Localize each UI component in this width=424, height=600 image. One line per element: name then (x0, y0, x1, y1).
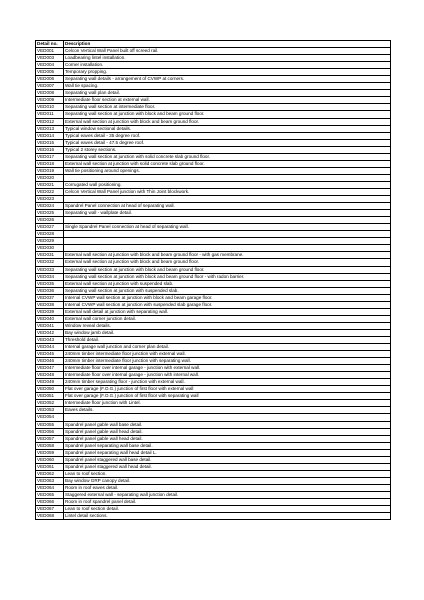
table-row (36, 372, 391, 379)
description-cell (64, 217, 391, 224)
detail-number-cell: VED063 (36, 477, 64, 484)
description-cell: Room in roof spandrel panel detail. (64, 499, 391, 506)
table-row (36, 492, 391, 499)
description-cell: 240mm timber intermediate floor junction with separating wall. (64, 358, 391, 365)
description-cell: Separating wall section at junction with block and beam ground floor. (64, 111, 391, 118)
description-cell: External wall section at junction with suspended slab. (64, 280, 391, 287)
detail-number-cell: VED067 (36, 506, 64, 513)
description-cell: Spandrel Panel connection at head of separating wall. (64, 203, 391, 210)
detail-number-cell: VED062 (36, 470, 64, 477)
description-cell: Single Spandrel Panel connection at head of separating wall. (64, 224, 391, 231)
detail-number-cell: VED036 (36, 287, 64, 294)
description-cell: 240mm timber intermediate floor junction with external wall. (64, 351, 391, 358)
table-row (36, 83, 391, 90)
description-cell (64, 245, 391, 252)
detail-number-cell: VED049 (36, 379, 64, 386)
description-cell: Flat over garage (F.O.G.) junction of first floor with external wall (64, 386, 391, 393)
description-cell: Corrugated wall positioning. (64, 181, 391, 188)
detail-number-cell: VED025 (36, 210, 64, 217)
description-cell: Loadbearing lintel installation. (64, 55, 391, 62)
detail-number-cell: VED010 (36, 104, 64, 111)
description-cell: Internal garage wall junction and corner plan detail. (64, 344, 391, 351)
description-cell (64, 238, 391, 245)
table-row (36, 111, 391, 118)
header-detail-no: Detail no. (36, 41, 64, 48)
table-row (36, 435, 391, 442)
description-cell: External wall section at junction with solid concrete slab ground floor. (64, 160, 391, 167)
detail-number-cell: VED015 (36, 139, 64, 146)
table-row (36, 506, 391, 513)
detail-number-cell: VED059 (36, 449, 64, 456)
description-cell: External wall section at junction with block and beam ground floor. (64, 259, 391, 266)
table-row (36, 174, 391, 181)
detail-number-cell: VED052 (36, 400, 64, 407)
detail-number-cell: VED005 (36, 69, 64, 76)
description-cell: Separating wall section at junction with block and beam ground floor. (64, 266, 391, 273)
detail-number-cell: VED028 (36, 231, 64, 238)
detail-number-cell: VED009 (36, 97, 64, 104)
table-row (36, 351, 391, 358)
detail-number-cell: VED017 (36, 153, 64, 160)
table-row (36, 513, 391, 520)
description-cell: Threshold detail. (64, 336, 391, 343)
detail-number-cell: VED045 (36, 351, 64, 358)
description-cell: Intermediate floor over internal garage - junction with external wall. (64, 365, 391, 372)
table-row (36, 393, 391, 400)
table-row (36, 273, 391, 280)
description-cell: Typical window sectional details. (64, 125, 391, 132)
detail-number-cell: VED013 (36, 125, 64, 132)
detail-number-cell: VED014 (36, 132, 64, 139)
description-cell: Separating wall details - arrangement of CVWP at corners. (64, 76, 391, 83)
description-cell: Window reveal details. (64, 322, 391, 329)
description-cell: Wall tie positioning around openings. (64, 167, 391, 174)
description-cell: Spandrel panel gable wall base detail. (64, 421, 391, 428)
detail-number-cell: VED060 (36, 456, 64, 463)
table-row (36, 62, 391, 69)
table-row (36, 125, 391, 132)
detail-number-cell: VED053 (36, 407, 64, 414)
table-row (36, 287, 391, 294)
table-row (36, 210, 391, 217)
table-row (36, 132, 391, 139)
description-cell (64, 231, 391, 238)
description-cell: Staggered external wall - separating wall junction detail. (64, 492, 391, 499)
table-row (36, 365, 391, 372)
table-row (36, 160, 391, 167)
description-cell: Typical eaves detail - 47.5 degree roof. (64, 139, 391, 146)
table-row (36, 97, 391, 104)
description-cell: External wall section at junction with block and beam ground floor - with gas membrane. (64, 252, 391, 259)
table-row (36, 442, 391, 449)
detail-number-cell: VED006 (36, 76, 64, 83)
table-row (36, 217, 391, 224)
description-cell: Separating wall section at junction with block and beam ground floor - with radon barrier. (64, 273, 391, 280)
detail-number-cell: VED021 (36, 181, 64, 188)
detail-number-cell: VED054 (36, 414, 64, 421)
table-row (36, 358, 391, 365)
table-row (36, 463, 391, 470)
description-cell: Intermediate floor junction with Lintel. (64, 400, 391, 407)
description-cell: Internal CVWP wall section at junction with suspended slab garage floor. (64, 301, 391, 308)
table-row (36, 76, 391, 83)
detail-number-cell: VED001 (36, 48, 64, 55)
detail-number-cell: VED035 (36, 280, 64, 287)
description-cell: Spandrel panel separating wall base detail. (64, 442, 391, 449)
detail-number-cell: VED031 (36, 252, 64, 259)
table-row (36, 470, 391, 477)
table-row (36, 280, 391, 287)
detail-number-cell: VED023 (36, 196, 64, 203)
description-cell: Separating wall - wallplate detail. (64, 210, 391, 217)
description-cell: Typical 2 storey sections. (64, 146, 391, 153)
table-row (36, 428, 391, 435)
detail-number-cell: VED024 (36, 203, 64, 210)
table-row (36, 118, 391, 125)
description-cell: Spandrel panel staggered wall head detail. (64, 463, 391, 470)
table-row (36, 322, 391, 329)
description-cell: Spandrel panel separating wall head detail L. (64, 449, 391, 456)
detail-number-cell: VED046 (36, 358, 64, 365)
description-cell: Bay window GRP canopy detail. (64, 477, 391, 484)
description-cell: Celcon Vertical Wall Panel built off screed rail. (64, 48, 391, 55)
table-row (36, 315, 391, 322)
detail-number-cell: VED047 (36, 365, 64, 372)
detail-number-cell: VED061 (36, 463, 64, 470)
table-row (36, 238, 391, 245)
description-cell: Temporary propping. (64, 69, 391, 76)
detail-number-cell: VED057 (36, 435, 64, 442)
table-row (36, 414, 391, 421)
table-row (36, 167, 391, 174)
description-cell: Internal CVWP wall section at junction with block and beam garage floor. (64, 294, 391, 301)
detail-number-cell: VED026 (36, 217, 64, 224)
table-row (36, 484, 391, 491)
description-cell: Lintel detail sections. (64, 513, 391, 520)
detail-number-cell: VED040 (36, 315, 64, 322)
table-row (36, 499, 391, 506)
description-cell: Eaves details. (64, 407, 391, 414)
detail-number-cell: VED058 (36, 442, 64, 449)
detail-number-cell: VED019 (36, 167, 64, 174)
description-cell (64, 174, 391, 181)
description-cell: Corner installation. (64, 62, 391, 69)
table-row (36, 203, 391, 210)
detail-number-cell: VED033 (36, 266, 64, 273)
description-cell: External wall section at junction with block and beam ground floor. (64, 118, 391, 125)
description-cell: Spandrel panel staggered wall base detail. (64, 456, 391, 463)
table-row (36, 407, 391, 414)
table-row (36, 231, 391, 238)
detail-number-cell: VED056 (36, 428, 64, 435)
table-row (36, 259, 391, 266)
detail-number-cell: VED065 (36, 492, 64, 499)
detail-number-cell: VED032 (36, 259, 64, 266)
description-cell: Separating wall section at junction with solid concrete slab ground floor. (64, 153, 391, 160)
table-row (36, 294, 391, 301)
detail-number-cell: VED050 (36, 386, 64, 393)
detail-number-cell: VED027 (36, 224, 64, 231)
table-row (36, 196, 391, 203)
detail-number-cell: VED007 (36, 83, 64, 90)
description-cell: Spandrel panel gable wall head detail. (64, 435, 391, 442)
description-cell: Bay window jamb detail. (64, 329, 391, 336)
detail-number-cell: VED051 (36, 393, 64, 400)
table-row (36, 139, 391, 146)
table-row (36, 329, 391, 336)
detail-number-cell: VED068 (36, 513, 64, 520)
detail-number-cell: VED004 (36, 62, 64, 69)
detail-number-cell: VED055 (36, 421, 64, 428)
detail-number-cell: VED018 (36, 160, 64, 167)
detail-number-cell: VED042 (36, 329, 64, 336)
description-cell: Flat over garage (F.O.G.) junction of first floor with separating wall (64, 393, 391, 400)
table-row (36, 308, 391, 315)
table-row (36, 245, 391, 252)
table-row (36, 252, 391, 259)
description-cell (64, 414, 391, 421)
description-cell: Separating wall section at junction with suspended slab. (64, 287, 391, 294)
details-table (35, 40, 391, 520)
detail-number-cell: VED016 (36, 146, 64, 153)
table-row (36, 421, 391, 428)
detail-number-cell: VED043 (36, 336, 64, 343)
table-row (36, 266, 391, 273)
description-cell: Lean to roof section. (64, 470, 391, 477)
detail-number-cell: VED039 (36, 308, 64, 315)
description-cell: External wall detail at junction with separating wall. (64, 308, 391, 315)
table-body (36, 48, 391, 520)
detail-number-cell: VED012 (36, 118, 64, 125)
detail-number-cell: VED022 (36, 188, 64, 195)
table-row (36, 379, 391, 386)
detail-number-cell: VED029 (36, 238, 64, 245)
detail-number-cell: VED044 (36, 344, 64, 351)
detail-number-cell: VED038 (36, 301, 64, 308)
description-cell: 240mm timber separating floor - junction with external wall. (64, 379, 391, 386)
detail-number-cell: VED041 (36, 322, 64, 329)
description-cell: Lean to roof section detail. (64, 506, 391, 513)
detail-number-cell: VED011 (36, 111, 64, 118)
table-row (36, 336, 391, 343)
description-cell: Wall tie spacing. (64, 83, 391, 90)
description-cell: Intermediate floor over internal garage - junction with internal wall. (64, 372, 391, 379)
table-row (36, 456, 391, 463)
detail-number-cell: VED030 (36, 245, 64, 252)
description-cell: Celcon Vertical Wall Panel junction with Thin Joint blockwork. (64, 188, 391, 195)
header-row (36, 41, 391, 48)
table-row (36, 188, 391, 195)
table-row (36, 181, 391, 188)
table-row (36, 224, 391, 231)
description-cell: Intermediate floor section at external wall. (64, 97, 391, 104)
description-cell: Spandrel panel gable wall head detail. (64, 428, 391, 435)
table-row (36, 146, 391, 153)
detail-number-cell: VED020 (36, 174, 64, 181)
description-cell: Room in roof eaves detail. (64, 484, 391, 491)
table-row (36, 48, 391, 55)
header-description: Description (64, 41, 391, 48)
table-row (36, 386, 391, 393)
table-row (36, 477, 391, 484)
description-cell: Typical eaves detail - 35 degree roof. (64, 132, 391, 139)
detail-number-cell: VED034 (36, 273, 64, 280)
detail-number-cell: VED008 (36, 90, 64, 97)
detail-number-cell: VED003 (36, 55, 64, 62)
table-row (36, 69, 391, 76)
table-row (36, 104, 391, 111)
table-row (36, 344, 391, 351)
table-row (36, 90, 391, 97)
description-cell (64, 196, 391, 203)
description-cell: Separating wall plan detail. (64, 90, 391, 97)
description-cell: External wall corner junction detail. (64, 315, 391, 322)
detail-number-cell: VED066 (36, 499, 64, 506)
table-row (36, 449, 391, 456)
table-row (36, 400, 391, 407)
description-cell: Separating wall section at intermediate floor. (64, 104, 391, 111)
detail-number-cell: VED048 (36, 372, 64, 379)
table-row (36, 55, 391, 62)
table-row (36, 153, 391, 160)
detail-number-cell: VED064 (36, 484, 64, 491)
detail-number-cell: VED037 (36, 294, 64, 301)
table-row (36, 301, 391, 308)
